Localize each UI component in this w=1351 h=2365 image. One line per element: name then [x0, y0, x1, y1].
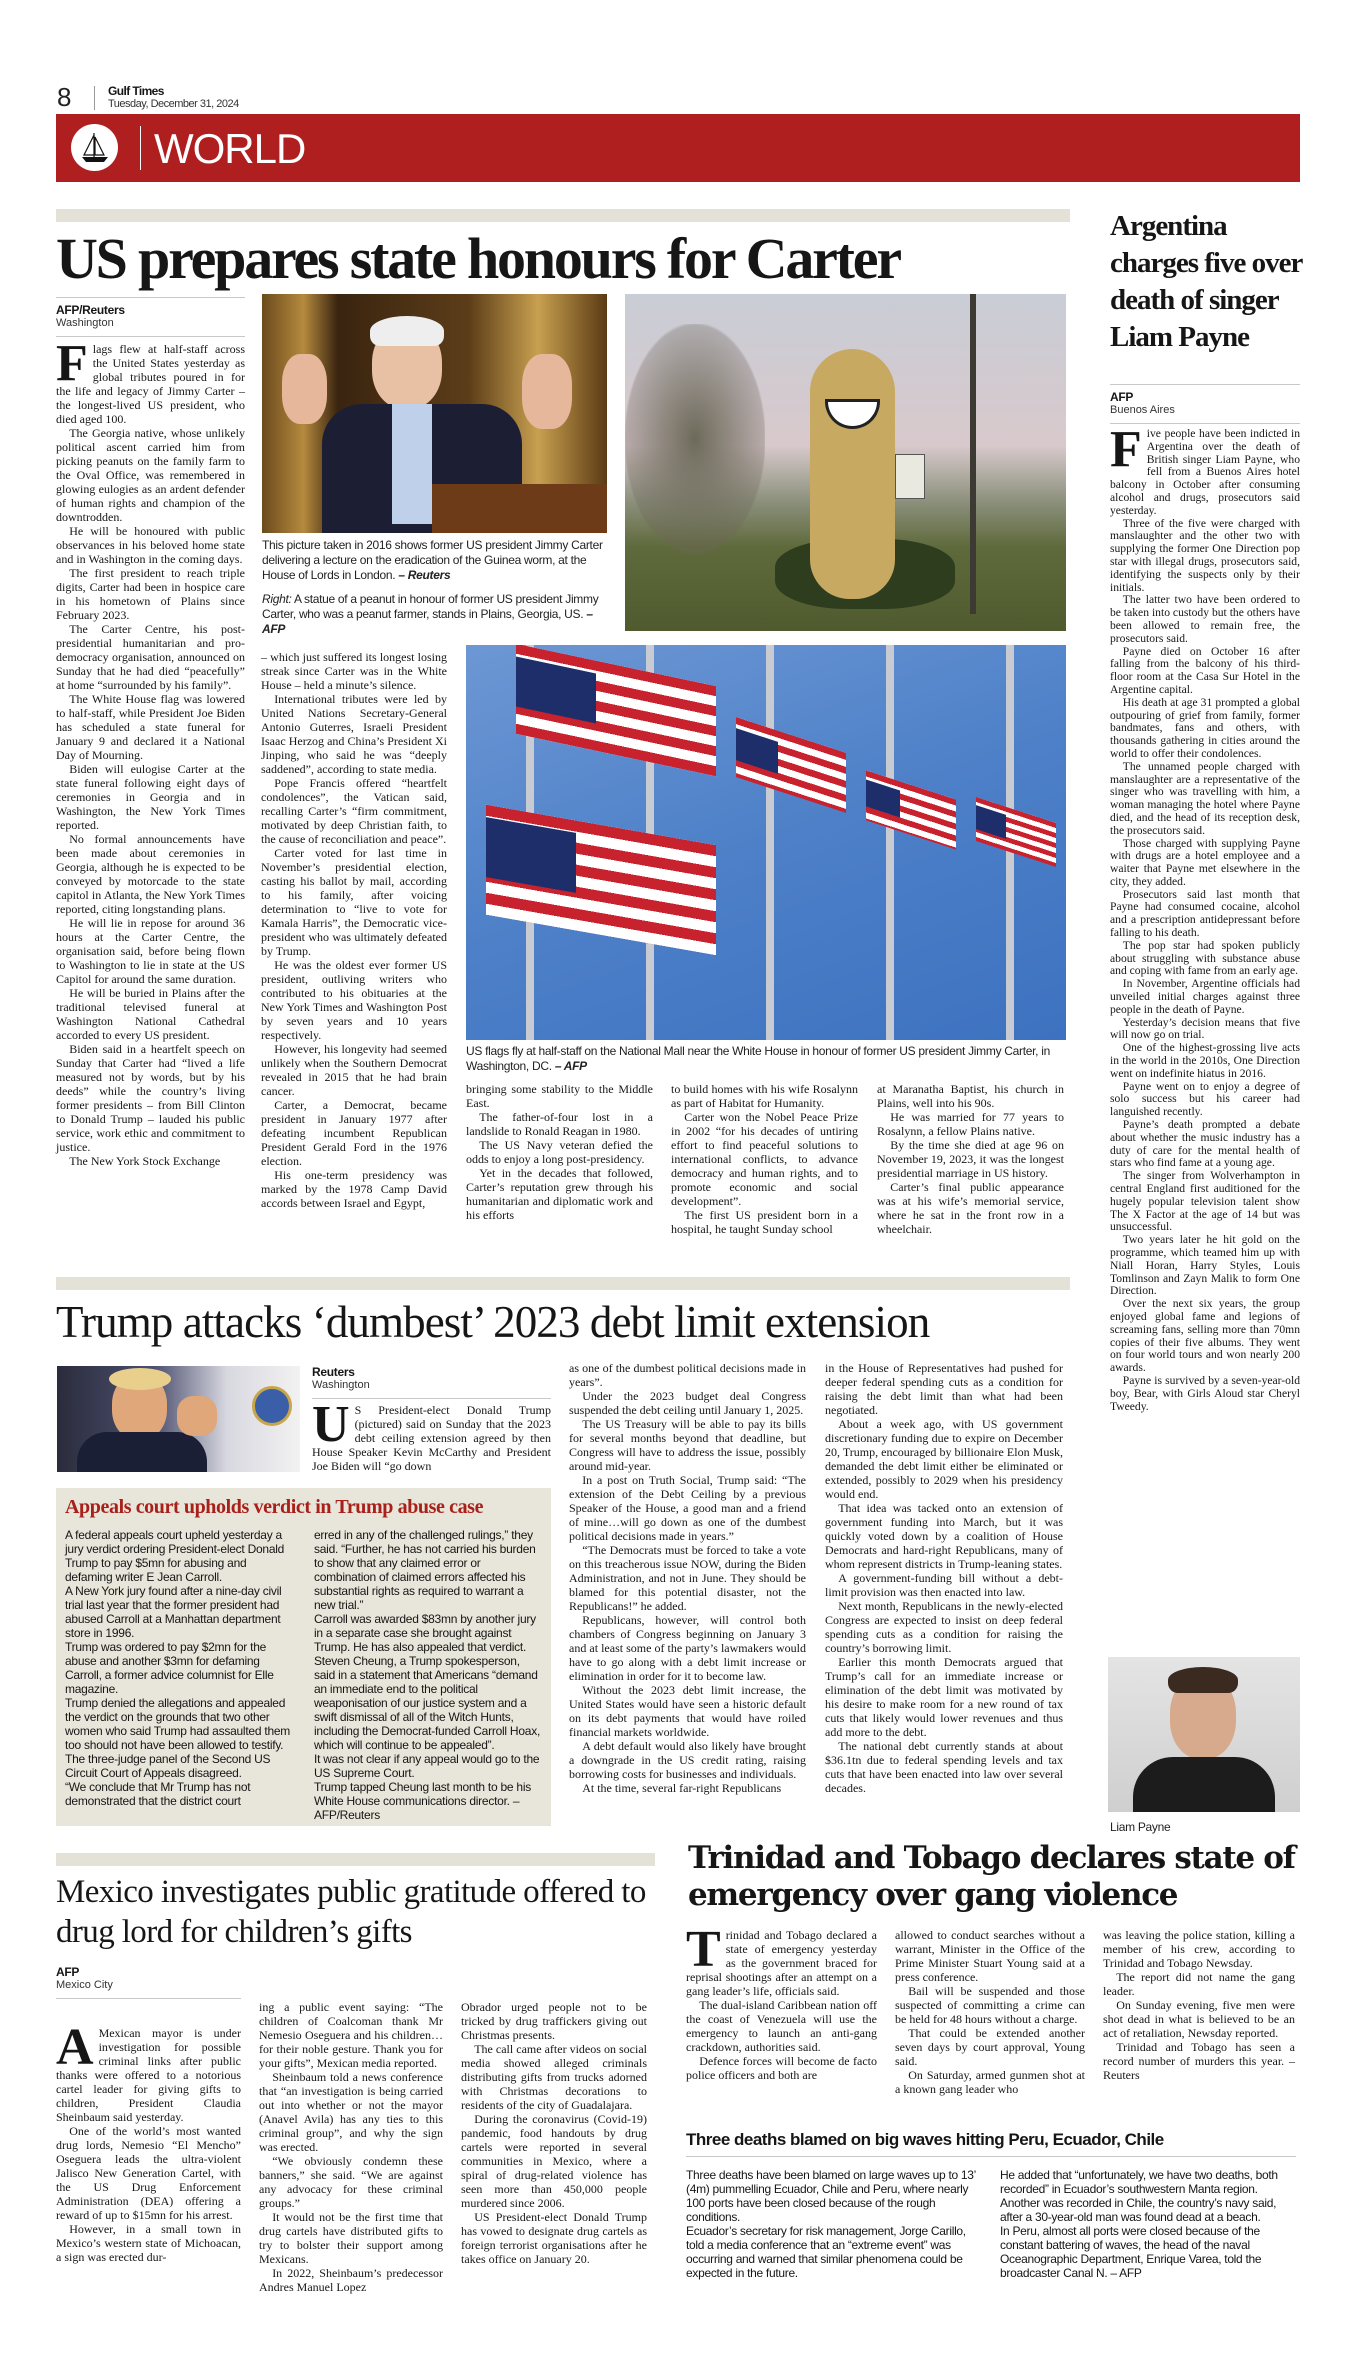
- paragraph: A debt default would also likely have brought a downgrade in the US credit rating, raising borrowing costs for businesses and individuals.: [569, 1739, 806, 1781]
- photo-caption: [262, 538, 607, 583]
- paragraph: “We conclude that Mr Trump has not demonstrated that the district court: [65, 1780, 251, 1808]
- trinidad-headline: Trinidad and Tobago declares state of emergency over gang violence: [688, 1840, 1295, 1913]
- trump-photo: [57, 1366, 300, 1472]
- trump-headline: Trump attacks ‘dumbest’ 2023 debt limit extension: [56, 1297, 930, 1347]
- caption-text: US flags fly at half-staff on the National Mall near the White House in honour of former US president Jimmy Carter, in Washington, DC.: [466, 1044, 1050, 1073]
- photo-credit: – AFP: [554, 1059, 587, 1073]
- mexico-column-1: [56, 2019, 241, 2264]
- paragraph: allowed to conduct searches without a warrant, Minister in the Office of the Prime Minister Stuart Young said at a press conference.: [895, 1928, 1085, 1984]
- mexico-headline: Mexico investigates public gratitude offered to drug lord for children’s gifts: [56, 1874, 646, 1950]
- paragraph: Three of the five were charged with manslaughter and the other two with supplying the former One Direction pop star with illegal drugs, prosecutors said, identifying the suspects only by their initials.: [1110, 516, 1300, 594]
- paragraph: Pope Francis offered “heartfelt condolences”, the Vatican said, recalling Carter’s “firm commitment, motivated by deep Christian faith, to the cause of reconciliation and peace”.: [261, 776, 447, 846]
- paragraph: Without the 2023 debt limit increase, the United States would have seen a historic default on its debt payments that would have roiled financial markets worldwide.: [569, 1683, 806, 1739]
- paragraph: “The Democrats must be forced to take a vote on this treacherous issue NOW, during the Biden Administration, and not in June. They should be blamed for this potential disaster, not the Republicans!” he added.: [569, 1543, 806, 1613]
- byline-place: Buenos Aires: [1110, 404, 1175, 416]
- trump-column-3: [825, 1361, 1063, 1795]
- section-title: WORLD: [154, 125, 306, 172]
- paragraph: Trinidad and Tobago has seen a record number of murders this year. – Reuters: [1103, 2040, 1295, 2082]
- paragraph: Payne is survived by a seven-year-old boy, Bear, with Girls Aloud star Cheryl Tweedy.: [1110, 1373, 1300, 1413]
- paragraph: was leaving the police station, killing a member of his crew, according to Trinidad and Tobago Newsday.: [1103, 1928, 1295, 1970]
- paragraph: The first US president born in a hospital, he taught Sunday school: [671, 1208, 858, 1236]
- paragraph: One of the world’s most wanted drug lords, Nemesio “El Mencho” Oseguera leads the ultra-violent Jalisco New Generation Cartel, with the US Drug Enforcement Administration (DEA) offering a reward of up to $15mn for his arrest.: [56, 2124, 241, 2222]
- paragraph: It would not be the first time that drug cartels have distributed gifts to try to bolster their support among Mexicans.: [259, 2210, 443, 2266]
- paragraph: At the time, several far-right Republicans: [582, 1781, 782, 1795]
- section-strip: [56, 1277, 1070, 1290]
- caption-text: This picture taken in 2016 shows former US president Jimmy Carter delivering a lecture on the eradication of the Guinea worm, at the House of Lords in London.: [262, 538, 603, 582]
- trinidad-column-1: [686, 1921, 877, 2082]
- paragraph: That could be extended another seven days by court approval, Young said.: [895, 2026, 1085, 2068]
- paragraph: The latter two have been ordered to be taken into custody but the others have been allowed to remain free, the prosecutors said.: [1110, 593, 1300, 645]
- paragraph: By the time she died at age 96 on November 19, 2023, it was the longest presidential marriage in US history.: [877, 1138, 1064, 1180]
- photo-credit: – Reuters: [398, 568, 451, 582]
- paragraph: to build homes with his wife Rosalynn as part of Habitat for Humanity.: [671, 1082, 858, 1110]
- paragraph: bringing some stability to the Middle East.: [466, 1082, 653, 1110]
- paragraph: “We obviously condemn these banners,” she said. “We are against any advocacy for these criminal groups.”: [259, 2154, 443, 2210]
- paragraph: He will lie in repose for around 36 hours at the Carter Centre, the organisation said, before being flown to Washington to lie in state at the US Capitol for around the same duration.: [56, 916, 245, 986]
- paragraph: Three deaths have been blamed on large waves up to 13’ (4m) pummelling Ecuador, Chile and Peru, where nearly 100 ports have been closed because of the rough conditions.: [686, 2168, 976, 2224]
- paragraph: In a post on Truth Social, Trump said: “The extension of the Debt Ceiling by a previous Speaker of the House, a good man and a friend of mine…will go down as one of the dumbest political decisions made in years.”: [569, 1473, 806, 1543]
- peru-column-right: [1000, 2168, 1292, 2280]
- mexico-column-3: [461, 2000, 647, 2266]
- paragraph: Trump denied the allegations and appealed the verdict on the grounds that two other women who said Trump had assaulted them too should not have been allowed to testify.: [65, 1696, 291, 1752]
- paragraph: The call came after videos on social media showed alleged criminals distributing gifts from trucks adorned with Christmas decorations to residents of the city of Guadalajara.: [461, 2042, 647, 2112]
- paragraph: Obrador urged people not to be tricked by drug traffickers giving out Christmas presents.: [461, 2000, 647, 2042]
- paragraph: During the coronavirus (Covid-19) pandemic, food handouts by drug cartels were reported in several communities in Mexico, where a spiral of drug-related violence has seen more than 450,000 people murdered since 2006.: [461, 2112, 647, 2210]
- paragraph: Five people have been indicted in Argentina over the death of British singer Liam Payne, who fell from a Buenos Aires hotel balcony in October after consuming alcohol and drugs, prosecutors said yesterday.: [1110, 421, 1300, 517]
- paragraph: One of the highest-grossing live acts in the world in the 2010s, One Direction went on indefinite hiatus in 2016.: [1110, 1041, 1300, 1080]
- trump-column-1: [312, 1396, 551, 1473]
- paragraph: ing a public event saying: “The children of Coalcoman thank Mr Nemesio Oseguera and his children…for their noble gesture. Thank you for your gifts”, Mexican media reported.: [259, 2000, 443, 2070]
- mexico-column-2: [259, 2000, 443, 2294]
- paragraph: Biden will eulogise Carter at the state funeral following eight days of ceremonies in Georgia and in Washington, the New York Times reported.: [56, 762, 245, 832]
- paragraph: International tributes were led by United Nations Secretary-General Antonio Guterres, Israeli President Isaac Herzog and China’s President Xi Jinping, who said he was “deeply saddened”, according to state media.: [261, 692, 447, 776]
- publication-name: Gulf Times: [108, 84, 164, 98]
- paragraph: Trump tapped Cheung last month to be his White House communications director. – AFP/Reuters: [314, 1780, 532, 1822]
- paragraph: A New York jury found after a nine-day civil trial last year that the former president had abused Carroll at a Manhattan department store in 1996.: [65, 1584, 282, 1640]
- paragraph: Those charged with supplying Payne with drugs are a hotel employee and a waiter that Payne met elsewhere in the city, they added.: [1110, 836, 1300, 888]
- photo-credit: – AFP: [262, 607, 593, 636]
- paragraph: AMexican mayor is under investigation for possible criminal links after public thanks were offered to a notorious cartel leader for giving gifts to children, President Claudia Sheinbaum said yesterday.: [56, 2019, 241, 2124]
- paragraph: No formal announcements have been made about ceremonies in Georgia, although he is expected to be conveyed by motorcade to the state capitol in Atlanta, the New York Times reported, citing longstanding plans.: [56, 832, 245, 916]
- argentina-column: [1110, 421, 1300, 1413]
- paragraph: He added that “unfortunately, we have two deaths, both recorded” in Ecuador’s southwestern Manta region.: [1000, 2168, 1278, 2196]
- paragraph: He will be honoured with public observances in his beloved home state and in Washington in the coming days.: [56, 524, 245, 566]
- appeals-sidebar-box: [56, 1488, 551, 1826]
- divider: [140, 126, 141, 170]
- section-strip: [56, 1853, 655, 1866]
- paragraph: The dual-island Caribbean nation off the coast of Venezuela will use the emergency to launch an anti-gang crackdown, authorities said.: [686, 1998, 877, 2054]
- paragraph: Payne’s death prompted a debate about whether the music industry has a duty of care for the mental health of stars who find fame at a young age.: [1110, 1118, 1300, 1170]
- trinidad-column-3: [1103, 1928, 1295, 2082]
- paragraph: The report did not name the gang leader.: [1103, 1970, 1295, 1998]
- paragraph: The New York Stock Exchange: [69, 1154, 221, 1168]
- trump-byline: [312, 1360, 551, 1399]
- paragraph: – which just suffered its longest losing streak since Carter was in the White House – held a minute’s silence.: [261, 650, 447, 692]
- byline-agency: Reuters: [312, 1365, 355, 1379]
- paragraph: in the House of Representatives had pushed for deeper federal spending cuts as a condition for raising the debt limit than what had been negotiated.: [825, 1361, 1063, 1417]
- byline-agency: AFP: [1110, 390, 1134, 404]
- paragraph: His death at age 31 prompted a global outpouring of grief from family, former bandmates, fans and others, with thousands gathering in cities around the world to offer their condolences.: [1110, 695, 1300, 760]
- paragraph: US President-elect Donald Trump has vowed to designate drug cartels as foreign terrorist organisations after he takes office on January 20.: [461, 2210, 647, 2266]
- paragraph: The first president to reach triple digits, Carter had been in hospice care in his hometown of Plains since February 2023.: [56, 566, 245, 622]
- paragraph: Payne died on October 16 after falling from the balcony of his third-floor room at the Casa Sur Hotel in the Argentine capital.: [1110, 644, 1300, 696]
- paragraph: Ecuador’s secretary for risk management, Jorge Carillo, told a media conference that an “extreme event” was occurring and warned that similar phenomena could be expected in the future.: [686, 2224, 966, 2280]
- paragraph: Bail will be suspended and those suspected of committing a crime can be held for 48 hours without a charge.: [895, 1984, 1085, 2026]
- paragraph: at Maranatha Baptist, his church in Plains, well into his 90s.: [877, 1082, 1064, 1110]
- paragraph: In Peru, almost all ports were closed because of the constant battering of waves, the head of the naval Oceanographic Department, Enrique Varea, told the broadcaster Canal N. – AFP: [1000, 2224, 1262, 2280]
- paragraph: Carroll was awarded $83mn by another jury in a separate case she brought against Trump. He has also appealed that verdict.: [314, 1612, 536, 1654]
- paragraph: A government-funding bill without a debt-limit provision was then enacted into law.: [825, 1571, 1063, 1599]
- paragraph: Trump was ordered to pay $2mn for the abuse and another $3mn for defaming Carroll, a former advice columnist for Elle magazine.: [65, 1640, 274, 1696]
- photo-caption: [466, 1044, 1066, 1074]
- paragraph: erred in any of the challenged rulings,” they said. “Further, he has not carried his burden to show that any claimed error or combination of claimed errors affected his substantial rights as required to warrant a new trial.”: [314, 1528, 536, 1612]
- liam-payne-photo: [1108, 1657, 1300, 1812]
- byline-place: Washington: [312, 1379, 370, 1391]
- section-strip: [56, 209, 1070, 222]
- paragraph: The Georgia native, whose unlikely political ascent carried him from picking peanuts on the family farm to the Oval Office, was remembered in glowing eulogies as an ardent defender of human rights and champion of the downtrodden.: [56, 426, 245, 524]
- paragraph: A federal appeals court upheld yesterday a jury verdict ordering President-elect Donald Trump to pay $5mn for abusing and defaming writer E Jean Carroll.: [65, 1528, 285, 1584]
- photo-caption: Liam Payne: [1110, 1820, 1171, 1834]
- paragraph: The singer from Wolverhampton in central England first auditioned for the hugely popular television talent show The X Factor at the age of 14 but was unsuccessful.: [1110, 1169, 1300, 1234]
- divider: [94, 86, 95, 110]
- paragraph: The three-judge panel of the Second US Circuit Court of Appeals disagreed.: [65, 1752, 271, 1780]
- peru-column-left: [686, 2168, 978, 2280]
- paragraph: About a week ago, with US government discretionary funding due to expire on December 20, Trump, encouraged by billionaire Elon Musk, demanded the debt limit either be eliminated or extended, possibly to 2029 when his presidency would end.: [825, 1417, 1063, 1501]
- mexico-byline: [56, 1960, 241, 1999]
- peanut-statue-photo: [625, 294, 1066, 631]
- paragraph: Biden said in a heartfelt speech on Sunday that Carter had “lived a life measured not by words, but by his deeds” while the country’s living former presidents – from Bill Clinton to Donald Trump – lauded his public service, work ethic and commitment to justice.: [56, 1042, 245, 1154]
- paragraph: US President-elect Donald Trump (pictured) said on Sunday that the 2023 debt ceiling extension agreed by then House Speaker Kevin McCarthy and President Joe Biden will “go down: [312, 1396, 551, 1473]
- paragraph: However, his longevity had seemed unlikely when the Southern Democrat revealed in 2015 that he had brain cancer.: [261, 1042, 447, 1098]
- paragraph: as one of the dumbest political decisions made in years”.: [569, 1361, 806, 1389]
- paragraph: The US Navy veteran defied the odds to enjoy a long post-presidency.: [466, 1138, 653, 1166]
- paragraph: The White House flag was lowered to half-staff, while President Joe Biden has scheduled a state funeral for January 9 and declared it a National Day of Mourning.: [56, 692, 245, 762]
- paragraph: Under the 2023 budget deal Congress suspended the debt ceiling until January 1, 2025.: [569, 1389, 806, 1417]
- carter-column-5: [877, 1082, 1064, 1236]
- byline-place: Washington: [56, 317, 114, 329]
- paragraph: Yet in the decades that followed, Carter’s reputation grew through his humanitarian and diplomatic work and his efforts: [466, 1166, 653, 1222]
- carter-column-3: [466, 1082, 653, 1222]
- paragraph: In 2022, Sheinbaum’s predecessor Andres Manuel Lopez: [259, 2266, 443, 2294]
- paragraph: The US Treasury will be able to pay its bills for several months beyond that deadline, but Congress will have to address the issue, possibly around mid-year.: [569, 1417, 806, 1473]
- caption-text: A statue of a peanut in honour of former US president Jimmy Carter, who was a peanut farmer, stands in Plains, Georgia, US.: [262, 592, 599, 621]
- paragraph: The unnamed people charged with manslaughter are a representative of the singer who was travelling with him, a woman managing the hotel where Payne died, and the head of its reception desk, the prosecutors said.: [1110, 759, 1300, 837]
- paragraph: The national debt currently stands at about $36.1tn due to federal spending levels and tax cuts that have been enacted into law over several decades.: [825, 1739, 1063, 1795]
- paragraph: He was the oldest ever former US president, outliving writers who contributed to his obituaries at the New York Times and Washington Post by seven years and 10 years respectively.: [261, 958, 447, 1042]
- byline-agency: AFP/Reuters: [56, 303, 125, 317]
- caption-label: Right:: [262, 592, 292, 606]
- carter-column-2: [261, 650, 447, 1210]
- paragraph: Defence forces will become de facto police officers and both are: [686, 2054, 877, 2082]
- page-number: 8: [57, 82, 72, 112]
- argentina-headline: Argentina charges five over death of singer Liam Payne: [1110, 210, 1302, 353]
- carter-byline: [56, 297, 245, 337]
- carter-headline: US prepares state honours for Carter: [56, 226, 900, 291]
- paragraph: Payne went on to enjoy a degree of solo success but his career had languished recently.: [1110, 1079, 1300, 1119]
- paragraph: Flags flew at half-staff across the United States yesterday as global tributes poured in for the life and legacy of Jimmy Carter – the longest-lived US president, who died aged 100.: [56, 335, 245, 426]
- byline-agency: AFP: [56, 1965, 80, 1979]
- paragraph: His one-term presidency was marked by the 1978 Camp David accords between Israel and Egypt,: [261, 1168, 447, 1210]
- paragraph: Next month, Republicans in the newly-elected Congress are expected to insist on deep federal spending cuts as a condition for raising the country’s borrowing limit.: [825, 1599, 1063, 1655]
- half-staff-flags-photo: [466, 645, 1066, 1040]
- paragraph: On Sunday evening, five men were shot dead in what is believed to be an act of retaliation, Newsday reported.: [1103, 1998, 1295, 2040]
- paragraph: However, in a small town in Mexico’s western state of Michoacan, a sign was erected dur-: [56, 2222, 241, 2264]
- paragraph: Steven Cheung, a Trump spokesperson, said in a statement that Americans “demand an immediate end to the political weaponisation of our justice system and a swift dismissal of all of the Witch Hunts, including the Democrat-funded Carroll Hoax, which will continue to be appealed”.: [314, 1654, 541, 1752]
- paragraph: In November, Argentine officials had unveiled initial charges against three people in the death of Payne.: [1110, 977, 1300, 1016]
- carter-lecture-photo: [262, 294, 607, 533]
- paragraph: Another was recorded in Chile, the country’s navy said, after a 30-year-old man was found dead at a beach.: [1000, 2196, 1277, 2224]
- issue-date: Tuesday, December 31, 2024: [108, 98, 239, 110]
- paragraph: The father-of-four lost in a landslide to Ronald Reagan in 1980.: [466, 1110, 653, 1138]
- paragraph: Over the next six years, the group enjoyed global fame and legions of screaming fans, selling more than 70mn copies of their five albums. They went on four world tours and won nearly 200 awards.: [1110, 1297, 1300, 1375]
- paragraph: Carter, a Democrat, became president in January 1977 after defeating incumbent Republican President Gerald Ford in the 1976 election.: [261, 1098, 447, 1168]
- paragraph: Trinidad and Tobago declared a state of emergency yesterday as the government braced for reprisal shootings after an attempt on a gang leader’s life, officials said.: [686, 1921, 877, 1998]
- paragraph: Earlier this month Democrats argued that Trump’s call for an immediate increase or elimination of the debt limit was motivated by his desire to make room for a new round of tax cuts that likely would lower revenues and thus add more to the debt.: [825, 1655, 1063, 1739]
- trinidad-column-2: [895, 1928, 1085, 2096]
- section-banner: [56, 114, 1300, 182]
- paragraph: Carter voted for last time in November’s presidential election, casting his ballot by mail, according to his family, after voicing determination to “live to vote for Kamala Harris”, the Democratic vice-president who was ultimately defeated by Trump.: [261, 846, 447, 958]
- paragraph: Yesterday’s decision means that five will now go on trial.: [1110, 1015, 1300, 1042]
- paragraph: Carter’s final public appearance was at his wife’s memorial service, where he sat in the front row in a wheelchair.: [877, 1180, 1064, 1236]
- paragraph: He will be buried in Plains after the traditional televised funeral at Washington National Cathedral accorded to every US president.: [56, 986, 245, 1042]
- paragraph: The Carter Centre, his post-presidential humanitarian and pro-democracy organisation, announced on Sunday that he had died “peacefully” at home “surrounded by his family”.: [56, 622, 245, 692]
- paragraph: Carter won the Nobel Peace Prize in 2002 “for his decades of untiring effort to find peaceful solutions to international conflicts, to advance democracy and human rights, and to promote economic and social development”.: [671, 1110, 858, 1208]
- trump-column-2: [569, 1361, 806, 1795]
- paragraph: That idea was tacked onto an extension of government funding into March, but it was quickly voted down by a coalition of House Democrats and hard-right Republicans, many of whom represent districts in Trump-leaning states.: [825, 1501, 1063, 1571]
- paragraph: He was married for 77 years to Rosalynn, a fellow Plains native.: [877, 1110, 1064, 1138]
- photo-caption: [262, 592, 607, 637]
- byline-place: Mexico City: [56, 1979, 113, 1991]
- carter-column-4: [671, 1082, 858, 1236]
- paragraph: Republicans, however, will control both chambers of Congress beginning on January 3 and at least some of the party’s lawmakers would have to go along with a debt limit increase or elimination in order for it to become law.: [569, 1613, 806, 1683]
- paragraph: On Saturday, armed gunmen shot at a known gang leader who: [895, 2068, 1085, 2096]
- peru-headline: Three deaths blamed on big waves hitting Peru, Ecuador, Chile: [686, 2130, 1296, 2157]
- carter-column-1: [56, 335, 245, 1168]
- appeals-headline: Appeals court upholds verdict in Trump abuse case: [65, 1496, 484, 1518]
- paragraph: Two years later he hit gold on the programme, which teamed him up with Niall Horan, Harry Styles, Louis Tomlinson and Zayn Malik to form One Direction.: [1110, 1233, 1300, 1298]
- paragraph: Prosecutors said last month that Payne had consumed cocaine, alcohol and a prescription antidepressant before falling to his death.: [1110, 887, 1300, 940]
- paragraph: The pop star had spoken publicly about struggling with substance abuse and coping with fame from an early age.: [1110, 938, 1300, 978]
- appeals-column-left: [65, 1528, 293, 1808]
- paragraph: Sheinbaum told a news conference that “an investigation is being carried out into whether or not the mayor (Anavel Avila) has any ties to this criminal group”, and why the sign was erected.: [259, 2070, 443, 2154]
- paragraph: It was not clear if any appeal would go to the US Supreme Court.: [314, 1752, 540, 1780]
- appeals-column-right: [314, 1528, 542, 1822]
- argentina-byline: [1110, 384, 1300, 424]
- dhow-icon: [71, 124, 118, 171]
